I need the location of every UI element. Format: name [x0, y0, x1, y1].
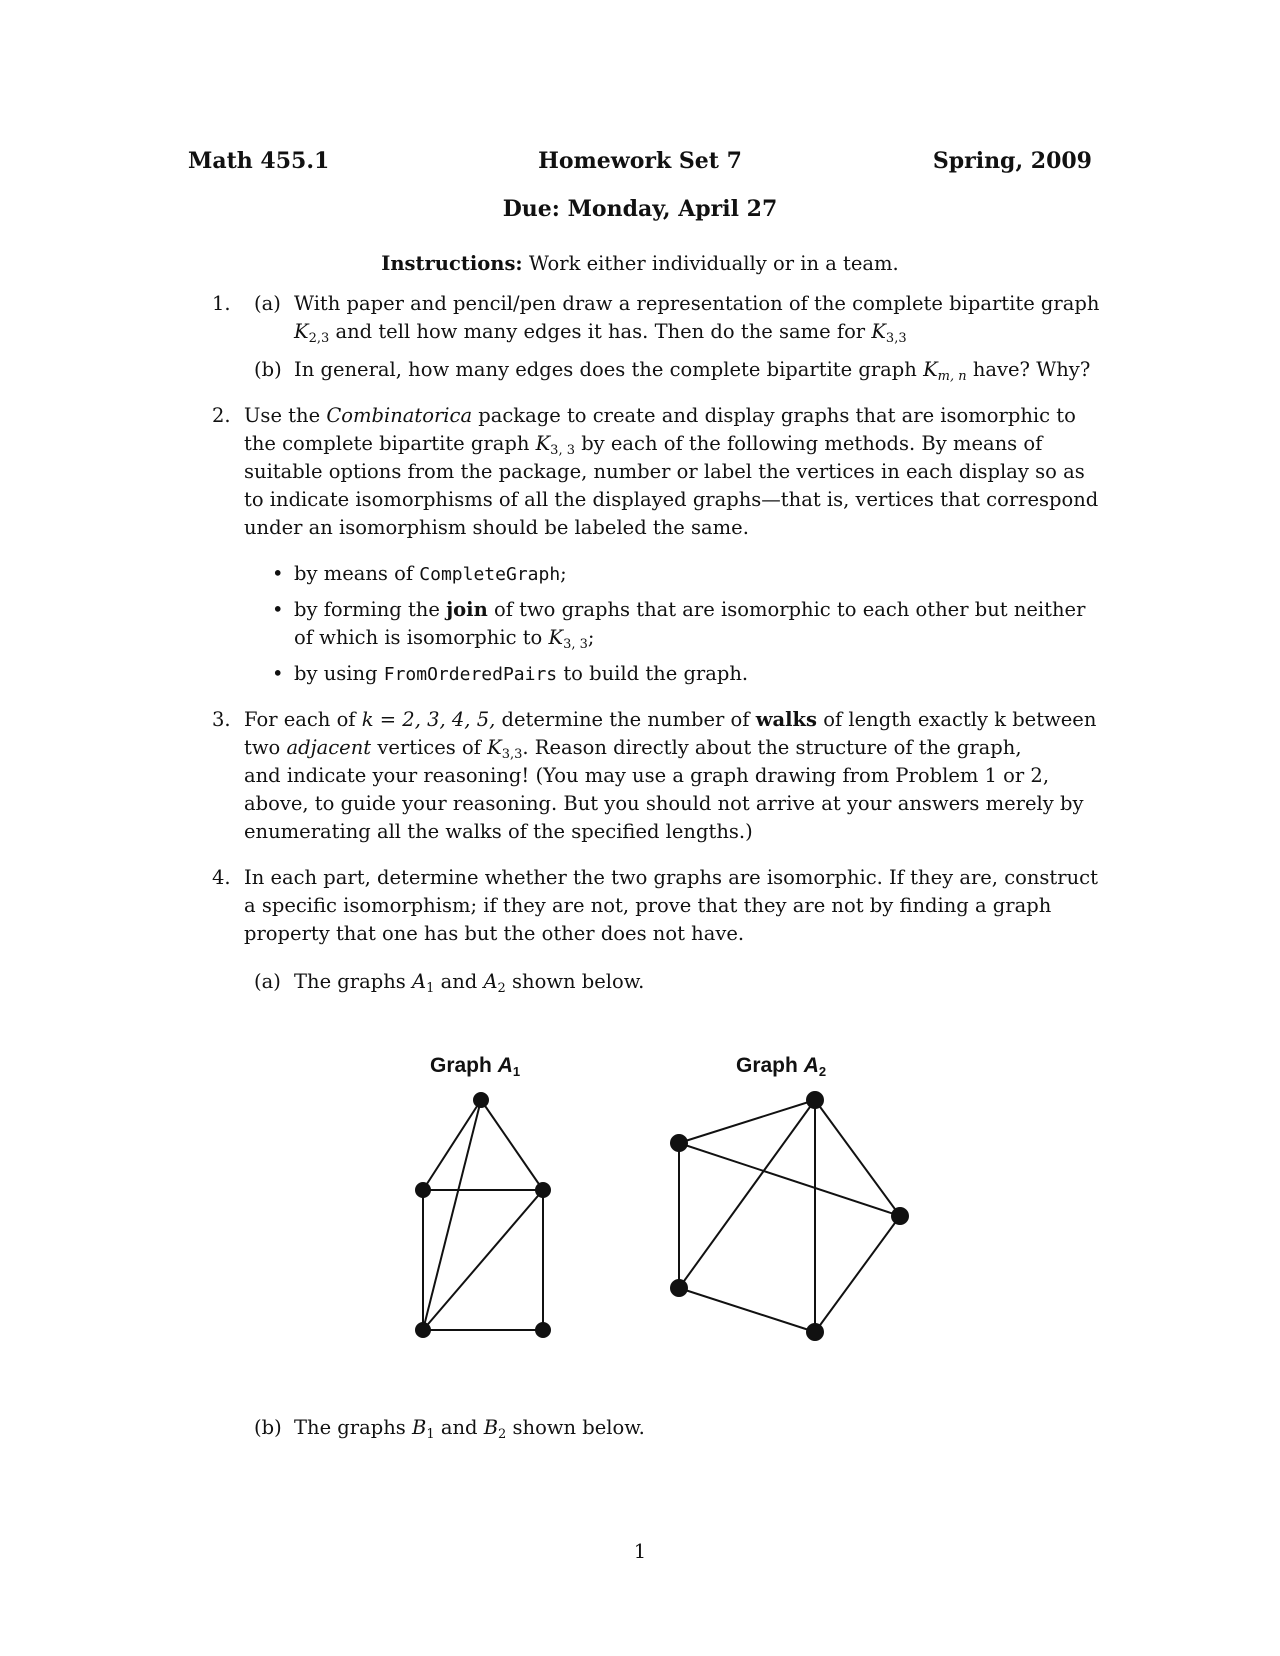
graph-a1-vertex: [474, 1093, 488, 1107]
graph-a1-vertex: [536, 1183, 550, 1197]
problem-1b-label: (b): [254, 358, 282, 381]
problem-4b-text: The graphs $B_1$ and $B_2$ shown below.: [294, 1416, 645, 1442]
graph-a1-vertex: [416, 1323, 430, 1337]
problem-3-line2: two adjacent vertices of $K_{3,3}$. Reason directly about the structure of the graph,: [244, 736, 1022, 762]
problem-4-line2: a specific isomorphism; if they are not, prove that they are not by finding a graph: [244, 894, 1052, 917]
problem-4a-label: (a): [254, 970, 281, 993]
graph-a2: [671, 1092, 908, 1340]
bullet-2-line1: by forming the join of two graphs that are isomorphic to each other but neither: [294, 598, 1086, 621]
problem-1a-line2: $K_{2,3}$ and tell how many edges it has. Then do the same for $K_{3,3}$: [294, 320, 907, 346]
instructions-label: Instructions:: [381, 252, 523, 275]
graph-a1-edge: [423, 1100, 481, 1190]
graph-a2-title: Graph $A_2$: [736, 1054, 827, 1079]
graph-a2-edge: [679, 1100, 815, 1143]
bullet-2-dot: •: [272, 598, 284, 621]
problem-4b-label: (b): [254, 1416, 282, 1439]
document-title: Homework Set 7: [538, 148, 742, 174]
graph-a2-vertex: [892, 1208, 908, 1224]
graph-a1-title: Graph $A_1$: [430, 1054, 521, 1079]
graph-a2-edge: [679, 1100, 815, 1288]
problem-1a-label: (a): [254, 292, 281, 315]
graph-a1-vertex: [536, 1323, 550, 1337]
bullet-3: by using FromOrderedPairs to build the graph.: [294, 662, 749, 685]
problem-4a-text: The graphs $A_1$ and $A_2$ shown below.: [294, 970, 645, 996]
problem-2-number: 2.: [212, 404, 231, 427]
graph-a2-edge: [679, 1288, 815, 1332]
problem-3-line5: enumerating all the walks of the specified lengths.): [244, 820, 753, 843]
graph-a2-vertex: [807, 1092, 823, 1108]
graph-a2-edge: [815, 1216, 900, 1332]
problem-2-line2: the complete bipartite graph $K_{3, 3}$ by each of the following methods. By means of: [244, 432, 1043, 458]
graph-a2-edge: [679, 1143, 900, 1216]
problem-4-number: 4.: [212, 866, 231, 889]
problem-3-line1: For each of k = 2, 3, 4, 5, determine the number of walks of length exactly k between: [244, 708, 1097, 731]
graph-a2-vertex: [671, 1280, 687, 1296]
problem-2-line3: suitable options from the package, number or label the vertices in each display so as: [244, 460, 1085, 483]
problem-3-number: 3.: [212, 708, 231, 731]
problem-3-line4: above, to guide your reasoning. But you should not arrive at your answers merely by: [244, 792, 1084, 815]
problem-1a-line1: With paper and pencil/pen draw a representation of the complete bipartite graph: [294, 292, 1100, 315]
term: Spring, 2009: [932, 148, 1092, 174]
problem-2-line5: under an isomorphism should be labeled the same.: [244, 516, 749, 539]
problem-2-line4: to indicate isomorphisms of all the displayed graphs—that is, vertices that correspond: [244, 488, 1099, 511]
graph-a2-vertex: [671, 1135, 687, 1151]
bullet-1-dot: •: [272, 562, 284, 585]
course-number: Math 455.1: [188, 148, 330, 174]
bullet-3-dot: •: [272, 662, 284, 685]
problem-4-line1: In each part, determine whether the two graphs are isomorphic. If they are, construct: [244, 866, 1098, 889]
graph-a1-edge: [481, 1100, 543, 1190]
graph-a2-vertex: [807, 1324, 823, 1340]
graph-a1: [416, 1093, 550, 1337]
bullet-2-line2: of which is isomorphic to $K_{3, 3}$;: [294, 626, 595, 652]
bullet-1: by means of CompleteGraph;: [294, 562, 567, 585]
problem-1b-text: In general, how many edges does the complete bipartite graph $K_{m, n}$ have? Why?: [294, 358, 1091, 384]
due-date: Due: Monday, April 27: [502, 196, 778, 222]
graph-a2-edge: [815, 1100, 900, 1216]
page-number: 1: [633, 1540, 647, 1563]
graph-a1-vertex: [416, 1183, 430, 1197]
problem-4-line3: property that one has but the other does not have.: [244, 922, 745, 945]
instructions-text: Work either individually or in a team.: [528, 252, 899, 275]
problem-2-line1: Use the Combinatorica package to create and display graphs that are isomorphic to: [244, 404, 1076, 427]
problem-3-line3: and indicate your reasoning! (You may use a graph drawing from Problem 1 or 2,: [244, 764, 1050, 787]
problem-1-number: 1.: [212, 292, 231, 315]
